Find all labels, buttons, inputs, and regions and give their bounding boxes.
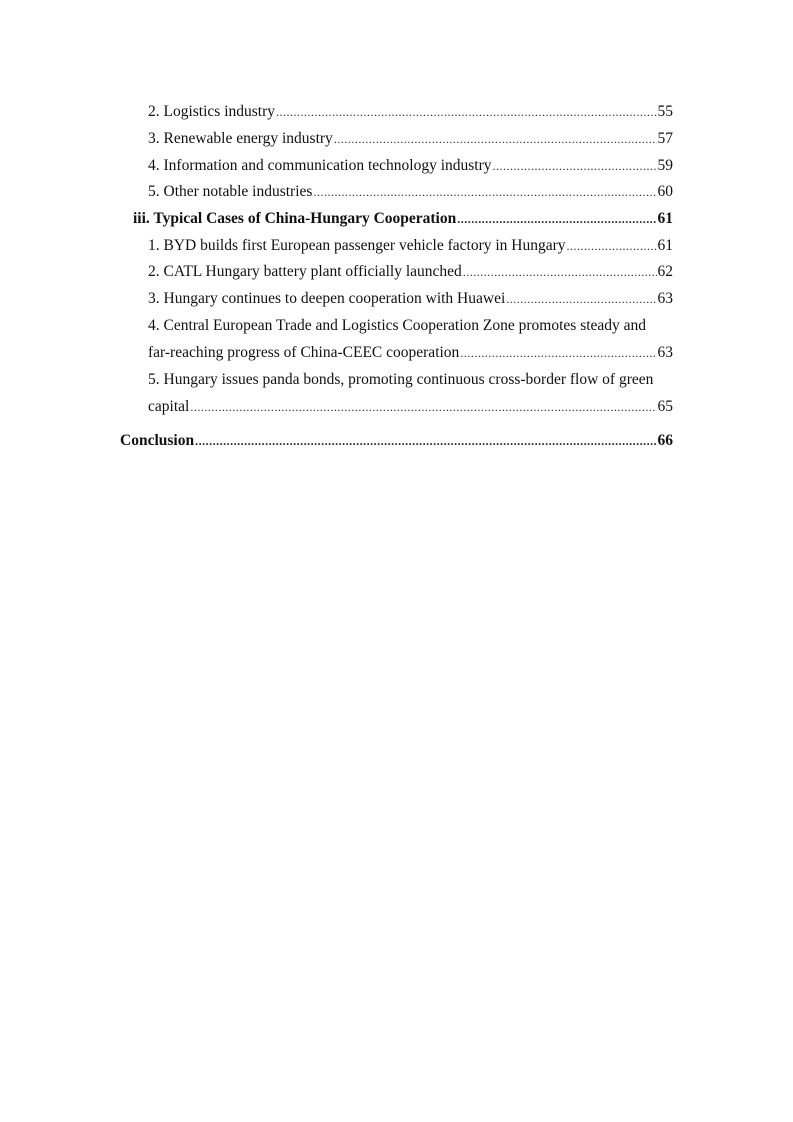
toc-leader <box>460 343 656 363</box>
toc-entry-text: far-reaching progress of China-CEEC cooperation <box>148 344 460 361</box>
toc-page-number: 62 <box>657 263 673 280</box>
toc-leader <box>493 156 657 176</box>
toc-entry-text: 5. Other notable industries <box>148 183 313 200</box>
toc-entry-panda-bonds[interactable] <box>148 397 673 417</box>
toc-page-number: 59 <box>657 157 673 174</box>
toc-entry-conclusion[interactable] <box>120 431 673 451</box>
toc-page-number: 55 <box>657 103 673 120</box>
toc-entry-text: 3. Hungary continues to deepen cooperation with Huawei <box>148 290 506 307</box>
toc-entry-renewable[interactable] <box>148 129 673 149</box>
toc-leader <box>463 262 657 282</box>
toc-entry-text: 2. CATL Hungary battery plant officially launched <box>148 263 462 280</box>
toc-entry-logistics[interactable] <box>148 102 673 122</box>
toc-entry-central-european[interactable] <box>148 343 673 363</box>
toc-entry-text: capital <box>148 398 190 415</box>
toc-page-number: 63 <box>657 344 673 361</box>
toc-entry-text: Conclusion <box>120 432 195 449</box>
toc-leader <box>313 182 656 202</box>
toc-leader <box>567 236 657 256</box>
toc-page-number: 66 <box>657 432 673 449</box>
toc-page-number: 63 <box>657 290 673 307</box>
toc-entry-text: 3. Renewable energy industry <box>148 130 333 147</box>
toc-leader <box>457 209 656 229</box>
toc-entry-other-industries[interactable] <box>148 182 673 202</box>
toc-leader <box>506 289 656 309</box>
toc-leader <box>334 129 657 149</box>
toc-entry-text: 4. Information and communication technology industry <box>148 157 492 174</box>
toc-page-number: 61 <box>657 210 673 227</box>
toc-entry-text: 1. BYD builds first European passenger vehicle factory in Hungary <box>148 237 566 254</box>
toc-entry-byd[interactable] <box>148 236 673 256</box>
toc-page-number: 65 <box>657 398 673 415</box>
toc-entry-catl[interactable] <box>148 262 673 282</box>
toc-entry-panda-bonds-line1[interactable]: 5. Hungary issues panda bonds, promoting continuous cross-border flow of green <box>148 371 654 388</box>
toc-entry-ict[interactable] <box>148 156 673 176</box>
toc-entry-huawei[interactable] <box>148 289 673 309</box>
toc-page-number: 57 <box>657 130 673 147</box>
toc-entry-typical-cases[interactable] <box>133 209 673 229</box>
toc-entry-text: iii. Typical Cases of China-Hungary Cooperation <box>133 210 457 227</box>
toc-entry-central-european-line1[interactable]: 4. Central European Trade and Logistics Cooperation Zone promotes steady and <box>148 317 647 334</box>
toc-entry-text: 2. Logistics industry <box>148 103 276 120</box>
toc-leader <box>190 397 656 417</box>
toc-page-number: 60 <box>657 183 673 200</box>
toc-leader <box>195 431 656 451</box>
toc-leader <box>276 102 656 122</box>
toc-page-number: 61 <box>657 237 673 254</box>
